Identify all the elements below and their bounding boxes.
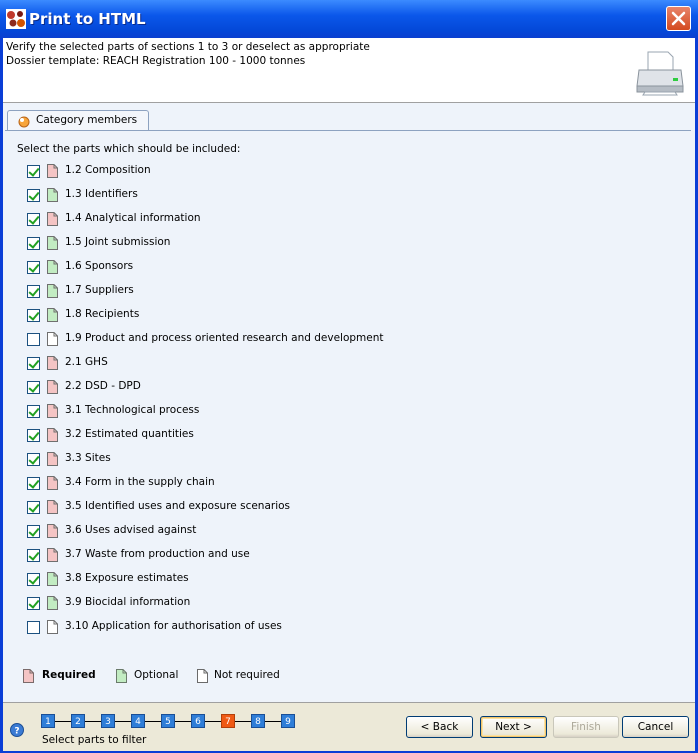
required-doc-icon [47,452,58,466]
required-doc-icon [47,212,58,226]
step-connector [205,721,221,722]
include-checkbox[interactable] [27,189,40,202]
include-checkbox[interactable] [27,621,40,634]
step-caption: Select parts to filter [42,734,147,746]
include-checkbox[interactable] [27,381,40,394]
item-label: 1.9 Product and process oriented research and development [65,332,384,344]
step-connector [235,721,251,722]
include-checkbox[interactable] [27,309,40,322]
wizard-step-9[interactable]: 9 [281,714,295,728]
item-label: 3.2 Estimated quantities [65,428,194,440]
required-doc-icon [47,428,58,442]
finish-button[interactable]: Finish [553,716,619,738]
required-doc-icon [47,404,58,418]
required-doc-icon [47,380,58,394]
required-doc-icon [47,500,58,514]
wizard-step-2[interactable]: 2 [71,714,85,728]
required-doc-icon [47,164,58,178]
required-doc-icon [47,548,58,562]
wizard-step-1[interactable]: 1 [41,714,55,728]
tab-label: Category members [36,114,138,126]
not-required-doc-icon [197,669,208,683]
window-title: Print to HTML [29,10,146,28]
dialog-header [3,38,695,103]
wizard-step-8[interactable]: 8 [251,714,265,728]
item-label: 1.6 Sponsors [65,260,134,272]
content-panel [3,103,695,703]
item-label: 1.3 Identifiers [65,188,138,200]
tab-pane [5,130,691,702]
include-checkbox[interactable] [27,165,40,178]
dialog-body [3,38,695,750]
svg-text:?: ? [14,726,20,737]
include-checkbox[interactable] [27,285,40,298]
item-label: 1.4 Analytical information [65,212,201,224]
dossier-template-label: Dossier template: REACH Registration 100 - 1000 tonnes [6,55,306,67]
item-label: 3.8 Exposure estimates [65,572,189,584]
legend-required-label: Required [42,669,96,681]
step-connector [115,721,131,722]
optional-doc-icon [116,669,127,683]
include-checkbox[interactable] [27,261,40,274]
optional-doc-icon [47,308,58,322]
tab-category-members[interactable] [7,110,149,131]
item-label: 1.8 Recipients [65,308,140,320]
help-icon[interactable] [10,723,24,737]
close-button[interactable] [666,6,691,31]
step-connector [175,721,191,722]
include-checkbox[interactable] [27,237,40,250]
include-checkbox[interactable] [27,501,40,514]
include-checkbox[interactable] [27,477,40,490]
wizard-step-5[interactable]: 5 [161,714,175,728]
wizard-step-4[interactable]: 4 [131,714,145,728]
item-label: 2.1 GHS [65,356,108,368]
wizard-footer [3,702,695,751]
item-label: 1.7 Suppliers [65,284,134,296]
include-checkbox[interactable] [27,453,40,466]
include-checkbox[interactable] [27,573,40,586]
back-button[interactable]: < Back [406,716,473,738]
required-doc-icon [47,356,58,370]
wizard-step-7[interactable]: 7 [221,714,235,728]
step-connector [55,721,71,722]
item-label: 1.5 Joint submission [65,236,171,248]
include-checkbox[interactable] [27,333,40,346]
item-label: 3.5 Identified uses and exposure scenarios [65,500,291,512]
wizard-step-3[interactable]: 3 [101,714,115,728]
header-description: Verify the selected parts of sections 1 to 3 or deselect as appropriate [6,41,370,53]
include-checkbox[interactable] [27,597,40,610]
cancel-button[interactable]: Cancel [622,716,689,738]
legend-optional-label: Optional [134,669,179,681]
required-doc-icon [47,524,58,538]
include-checkbox[interactable] [27,549,40,562]
optional-doc-icon [47,284,58,298]
include-checkbox[interactable] [27,405,40,418]
next-button[interactable]: Next > [480,716,547,738]
step-connector [145,721,161,722]
title-bar[interactable] [0,0,698,38]
item-label: 3.7 Waste from production and use [65,548,250,560]
include-checkbox[interactable] [27,429,40,442]
item-label: 1.2 Composition [65,164,151,176]
app-logo-icon [6,9,26,29]
step-connector [85,721,101,722]
item-label: 3.4 Form in the supply chain [65,476,215,488]
item-label: 3.3 Sites [65,452,111,464]
wizard-step-6[interactable]: 6 [191,714,205,728]
item-label: 3.6 Uses advised against [65,524,197,536]
printer-icon [635,48,685,96]
include-checkbox[interactable] [27,213,40,226]
include-checkbox[interactable] [27,357,40,370]
item-label: 3.10 Application for authorisation of uses [65,620,282,632]
item-label: 2.2 DSD - DPD [65,380,141,392]
not-required-doc-icon [47,620,58,634]
optional-doc-icon [47,188,58,202]
required-doc-icon [47,476,58,490]
not-required-doc-icon [47,332,58,346]
required-doc-icon [23,669,34,683]
category-icon [17,114,31,128]
item-label: 3.1 Technological process [65,404,200,416]
optional-doc-icon [47,236,58,250]
item-label: 3.9 Biocidal information [65,596,191,608]
instruction-text: Select the parts which should be included: [17,143,241,155]
optional-doc-icon [47,596,58,610]
optional-doc-icon [47,572,58,586]
optional-doc-icon [47,260,58,274]
include-checkbox[interactable] [27,525,40,538]
step-connector [265,721,281,722]
close-icon [667,7,690,30]
legend-not-required-label: Not required [214,669,280,681]
